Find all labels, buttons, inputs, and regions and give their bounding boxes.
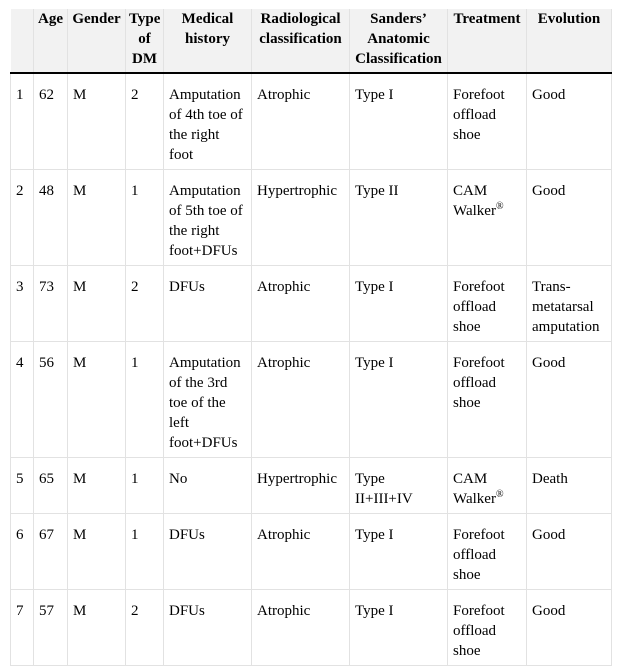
header-type-dm: Type of DM (126, 9, 164, 73)
cell-num: 6 (11, 514, 34, 590)
header-row (11, 9, 612, 73)
cell-medical-history: DFUs (164, 590, 252, 666)
cell-gender: M (68, 342, 126, 458)
cell-gender: M (68, 590, 126, 666)
cell-evolution: Death (527, 458, 612, 514)
treatment-text: Forefoot offload shoe (453, 87, 505, 143)
cell-medical-history: Amputation of the 3rd toe of the left foot+DFUs (164, 342, 252, 458)
cell-radiological: Hypertrophic (252, 170, 350, 266)
cell-sanders: Type I (350, 73, 448, 170)
cell-type-dm: 1 (126, 458, 164, 514)
table-row (11, 73, 612, 170)
cell-medical-history: Amputation of 4th toe of the right foot (164, 73, 252, 170)
treatment-text: Forefoot offload shoe (453, 279, 505, 335)
treatment-text: Forefoot offload shoe (453, 527, 505, 583)
cell-medical-history: No (164, 458, 252, 514)
cell-age: 56 (34, 342, 68, 458)
header-medical-history: Medical history (164, 9, 252, 73)
cell-type-dm: 2 (126, 590, 164, 666)
treatment-text: Forefoot offload shoe (453, 355, 505, 411)
cell-num: 4 (11, 342, 34, 458)
cell-medical-history: DFUs (164, 266, 252, 342)
cell-evolution: Good (527, 514, 612, 590)
cell-age: 48 (34, 170, 68, 266)
cell-num: 1 (11, 73, 34, 170)
cell-type-dm: 1 (126, 170, 164, 266)
cell-num: 2 (11, 170, 34, 266)
cell-num: 7 (11, 590, 34, 666)
table-body (11, 73, 612, 666)
table-row (11, 342, 612, 458)
table-row (11, 590, 612, 666)
patients-table (10, 9, 612, 666)
cell-type-dm: 1 (126, 514, 164, 590)
header-num (11, 9, 34, 73)
registered-mark: ® (495, 201, 504, 212)
cell-sanders: Type I (350, 590, 448, 666)
table-row (11, 514, 612, 590)
cell-age: 73 (34, 266, 68, 342)
cell-gender: M (68, 170, 126, 266)
cell-gender: M (68, 266, 126, 342)
table-row (11, 170, 612, 266)
cell-gender: M (68, 73, 126, 170)
cell-medical-history: DFUs (164, 514, 252, 590)
treatment-text: CAM Walker (453, 471, 496, 507)
cell-evolution: Good (527, 342, 612, 458)
table-row (11, 458, 612, 514)
cell-treatment (448, 342, 527, 458)
cell-evolution: Good (527, 73, 612, 170)
cell-sanders: Type I (350, 342, 448, 458)
cell-radiological: Atrophic (252, 342, 350, 458)
cell-treatment (448, 170, 527, 266)
cell-treatment (448, 73, 527, 170)
cell-type-dm: 2 (126, 266, 164, 342)
cell-evolution: Good (527, 170, 612, 266)
header-evolution: Evolution (527, 9, 612, 73)
cell-sanders: Type I (350, 266, 448, 342)
cell-evolution: Trans-metatarsal amputation (527, 266, 612, 342)
header-age: Age (34, 9, 68, 73)
table-row (11, 266, 612, 342)
cell-treatment (448, 590, 527, 666)
cell-gender: M (68, 514, 126, 590)
header-sanders: Sanders’ Anatomic Classification (350, 9, 448, 73)
cell-radiological: Hypertrophic (252, 458, 350, 514)
cell-num: 3 (11, 266, 34, 342)
cell-sanders: Type II (350, 170, 448, 266)
cell-radiological: Atrophic (252, 73, 350, 170)
cell-radiological: Atrophic (252, 590, 350, 666)
header-radiological: Radiological classification (252, 9, 350, 73)
cell-age: 57 (34, 590, 68, 666)
cell-age: 67 (34, 514, 68, 590)
cell-age: 65 (34, 458, 68, 514)
treatment-text: Forefoot offload shoe (453, 603, 505, 659)
cell-num: 5 (11, 458, 34, 514)
cell-age: 62 (34, 73, 68, 170)
treatment-text: CAM Walker (453, 183, 496, 219)
cell-evolution: Good (527, 590, 612, 666)
table-header (11, 9, 612, 73)
header-treatment: Treatment (448, 9, 527, 73)
cell-gender: M (68, 458, 126, 514)
registered-mark: ® (495, 489, 504, 500)
cell-type-dm: 1 (126, 342, 164, 458)
header-gender: Gender (68, 9, 126, 73)
cell-treatment (448, 266, 527, 342)
cell-sanders: Type II+III+IV (350, 458, 448, 514)
cell-treatment (448, 514, 527, 590)
cell-treatment (448, 458, 527, 514)
cell-sanders: Type I (350, 514, 448, 590)
cell-type-dm: 2 (126, 73, 164, 170)
cell-radiological: Atrophic (252, 514, 350, 590)
cell-radiological: Atrophic (252, 266, 350, 342)
cell-medical-history: Amputation of 5th toe of the right foot+DFUs (164, 170, 252, 266)
